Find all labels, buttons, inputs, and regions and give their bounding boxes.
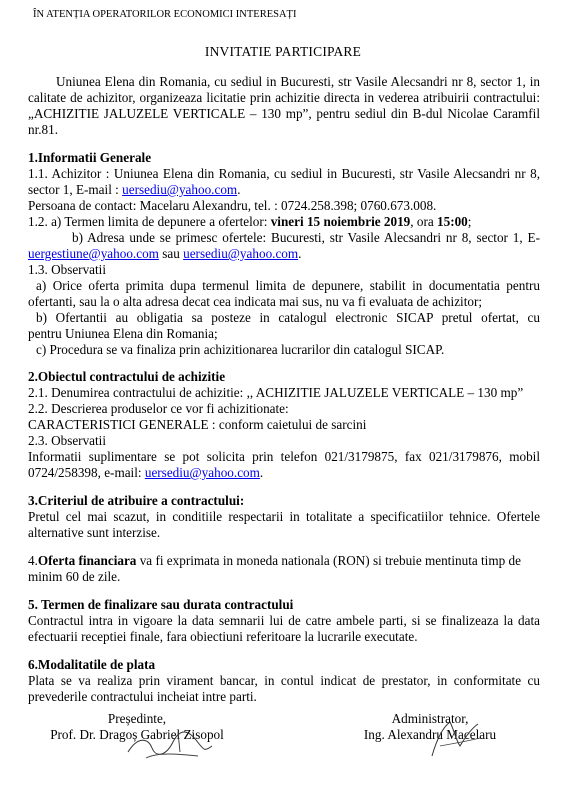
offer-emails-line <box>28 246 540 261</box>
section-5-line-2: efectuarii receptiei finale, fara obiectiuni referitoare la lucrarile executate. <box>28 629 418 644</box>
section-1-line-2 <box>28 182 540 197</box>
handwritten-signature-left <box>118 722 218 764</box>
notice-header: ÎN ATENȚIA OPERATORILOR ECONOMICI INTERESAȚI <box>33 9 297 20</box>
section-2-heading: 2.Obiectul contractului de achizitie <box>28 369 226 384</box>
observation-c: c) Procedura se va finaliza prin achizitionarea lucrarilor din catalogul SICAP. <box>36 342 445 357</box>
text: . <box>298 246 302 261</box>
section-3-line-1: Pretul cel mai scazut, in conditiile respectarii in totalitate a specificatiilor tehnice. Ofertele <box>28 509 540 524</box>
section-1-heading: 1.Informatii Generale <box>28 150 152 165</box>
section-6-heading: 6.Modalitatile de plata <box>28 657 156 672</box>
text: va fi exprimata in moneda nationala (RON) si trebuie mentinuta timp de <box>136 553 521 568</box>
text: , ora <box>410 214 437 229</box>
intro-line-1: Uniunea Elena din Romania, cu sediul in Bucuresti, str Vasile Alecsandri nr 8, sector 1, in <box>56 74 540 89</box>
section-4-line-1 <box>28 553 540 568</box>
signature-left-name: Prof. Dr. Dragoș Gabriel Zisopol <box>50 727 224 742</box>
handwritten-signature-right <box>420 716 490 760</box>
signature-right-name: Ing. Alexandru Macelaru <box>363 727 497 742</box>
section-6-line-2: prevederile contractului incheiat intre parti. <box>28 689 257 704</box>
text: 0724/258398, e-mail: <box>28 465 145 480</box>
section-4-heading: Oferta financiara <box>37 553 137 568</box>
section-2-line-5: Informatii suplimentare se pot solicita prin telefon 021/3179875, fax 021/3179876, mobil <box>28 449 540 464</box>
observation-a-line-2: ofertanti, sau la o alta adresa decat cea indicata mai sus, nu va fi evaluata de achizitor; <box>28 294 483 309</box>
text: sector 1, E-mail : <box>28 182 123 197</box>
observation-b-line-1: b) Ofertantii au obligatia sa posteze in catalogul electronic SICAP pretul ofertat, cu <box>36 310 540 325</box>
section-2-line-3: CARACTERISTICI GENERALE : conform caietului de sarcini <box>28 417 367 432</box>
text: 1.2. a) Termen limita de depunere a ofertelor: <box>28 214 271 229</box>
email-link[interactable]: uersediu@yahoo.com <box>122 182 238 197</box>
section-2-line-2: 2.2. Descrierea produselor ce vor fi achizitionate: <box>28 401 289 416</box>
offer-address-line: b) Adresa unde se primesc ofertele: Bucuresti, str Vasile Alecsandri nr 8, sector 1, E- <box>72 230 540 245</box>
section-5-line-1: Contractul intra in vigoare la data semnarii lui de catre ambele parti, si se finalizeaza la data <box>28 613 540 628</box>
deadline-line <box>28 214 540 229</box>
signature-left-role: Președinte, <box>107 711 167 726</box>
section-2-line-6 <box>28 465 540 480</box>
document-title: INVITATIE PARTICIPARE <box>204 44 362 59</box>
email-link[interactable]: uersediu@yahoo.com <box>144 465 260 480</box>
text: sau <box>158 246 184 261</box>
email-link[interactable]: uergestiune@yahoo.com <box>28 246 159 261</box>
section-2-line-4: 2.3. Observatii <box>28 433 107 448</box>
contact-person: Persoana de contact: Macelaru Alexandru, tel. : 0724.258.398; 0760.673.008. <box>28 198 437 213</box>
observations-label: 1.3. Observatii <box>28 262 107 277</box>
section-4-line-2: minim 60 de zile. <box>28 569 121 584</box>
section-3-line-2: alternative sunt interzise. <box>28 525 161 540</box>
text: . <box>237 182 241 197</box>
intro-line-3: „ACHIZITIE JALUZELE VERTICALE – 130 mp”, pentru sediul din B-dul Nicolae Caramfil <box>28 106 540 121</box>
deadline-hour: 15:00 <box>437 214 468 229</box>
intro-line-4: nr.81. <box>28 122 59 137</box>
text: . <box>259 465 264 480</box>
section-2-line-1: 2.1. Denumirea contractului de achizitie: ,, ACHIZITIE JALUZELE VERTICALE – 130 mp” <box>28 385 524 400</box>
observation-a-line-1: a) Orice oferta primita dupa termenul limita de depunere, stabilit in documentatia pentru <box>36 278 540 293</box>
observation-b-line-2: pentru Uniunea Elena din Romania; <box>28 326 218 341</box>
deadline-date: vineri 15 noiembrie 2019 <box>270 214 411 229</box>
text: ; <box>467 214 472 229</box>
intro-line-2: calitate de achizitor, organizeaza licitatie prin achizitie directa in vederea atribuirii contractului: <box>28 90 540 105</box>
section-3-heading: 3.Criteriul de atribuire a contractului: <box>28 493 245 508</box>
text: 4. <box>28 553 38 568</box>
section-6-line-1: Plata se va realiza prin virament bancar, in contul indicat de prestator, in conformitate cu <box>28 673 540 688</box>
signature-right-role: Administrator, <box>391 711 469 726</box>
section-1-line-1: 1.1. Achizitor : Uniunea Elena din Romania, cu sediul in Bucuresti, str Vasile Alecsandri nr 8, <box>28 166 540 181</box>
section-5-heading: 5. Termen de finalizare sau durata contractului <box>28 597 294 612</box>
email-link[interactable]: uersediu@yahoo.com <box>183 246 299 261</box>
